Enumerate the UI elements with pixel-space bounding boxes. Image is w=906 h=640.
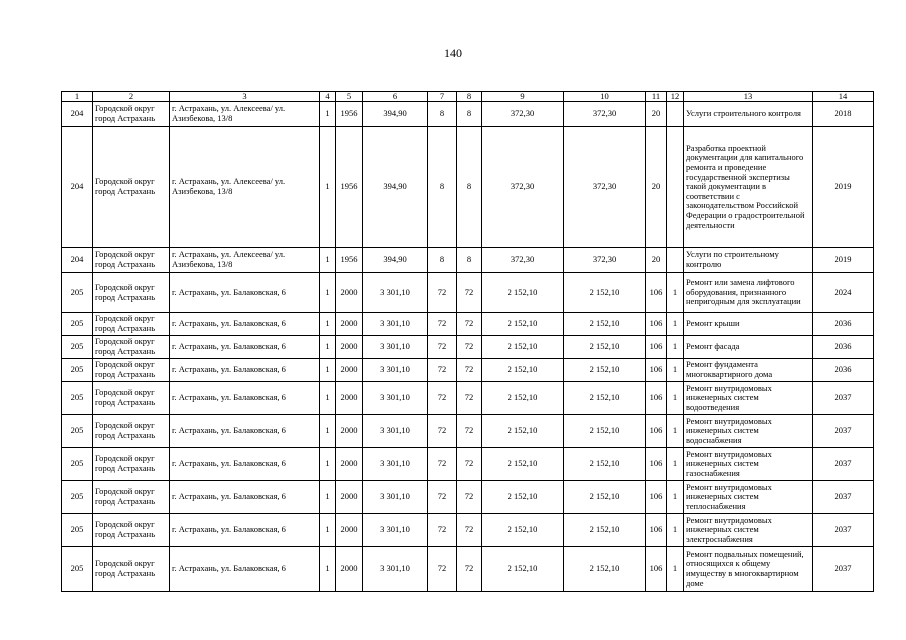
table-cell: Ремонт фундамента многоквартирного дома	[684, 359, 813, 382]
table-cell: 2037	[813, 415, 874, 448]
table-cell: 2036	[813, 313, 874, 336]
table-cell: 372,30	[564, 248, 646, 273]
table-cell: Городской округ город Астрахань	[93, 547, 170, 592]
table-cell: 205	[62, 382, 93, 415]
table-cell	[667, 248, 684, 273]
column-header: 13	[684, 92, 813, 102]
table-cell: 1	[667, 382, 684, 415]
table-cell: 2000	[336, 313, 363, 336]
table-cell: Ремонт внутридомовых инженерных систем газоснабжения	[684, 448, 813, 481]
table-cell: 1	[667, 514, 684, 547]
table-cell: 106	[646, 273, 667, 313]
table-cell: 2037	[813, 448, 874, 481]
table-cell: 106	[646, 514, 667, 547]
table-cell: 2000	[336, 547, 363, 592]
table-cell: 1	[667, 313, 684, 336]
table-cell: 20	[646, 248, 667, 273]
table-cell: 205	[62, 273, 93, 313]
table-cell: Городской округ город Астрахань	[93, 336, 170, 359]
table-cell: 394,90	[363, 102, 428, 127]
column-header: 2	[93, 92, 170, 102]
table-row	[62, 273, 874, 313]
table-cell: г. Астрахань, ул. Балаковская, 6	[170, 481, 320, 514]
table-cell: Городской округ город Астрахань	[93, 448, 170, 481]
table-row	[62, 359, 874, 382]
table-cell: 2 152,10	[482, 273, 564, 313]
table-cell: 72	[457, 481, 482, 514]
table-cell: 106	[646, 336, 667, 359]
table-cell: 3 301,10	[363, 514, 428, 547]
table-row	[62, 448, 874, 481]
table-cell: 2 152,10	[564, 273, 646, 313]
table-cell: 72	[428, 313, 457, 336]
table-cell: 205	[62, 481, 93, 514]
table-cell: 2 152,10	[564, 313, 646, 336]
table-cell: 2 152,10	[564, 481, 646, 514]
column-header: 6	[363, 92, 428, 102]
table-cell: 1	[320, 313, 336, 336]
table-cell: 2 152,10	[482, 448, 564, 481]
table-cell: 372,30	[564, 127, 646, 248]
table-cell: 1	[320, 359, 336, 382]
table-cell: 2 152,10	[482, 415, 564, 448]
table-cell: 3 301,10	[363, 448, 428, 481]
table-cell	[667, 102, 684, 127]
page-number: 140	[444, 46, 462, 60]
table-cell: 1	[667, 448, 684, 481]
table-row	[62, 547, 874, 592]
table-cell: 106	[646, 481, 667, 514]
table-cell: 72	[457, 448, 482, 481]
table-cell: 20	[646, 127, 667, 248]
table-cell: 72	[457, 415, 482, 448]
column-header: 11	[646, 92, 667, 102]
table-cell: 72	[457, 336, 482, 359]
table-cell: 2036	[813, 336, 874, 359]
table-cell: 2037	[813, 514, 874, 547]
table-row	[62, 382, 874, 415]
table-cell: 1	[320, 547, 336, 592]
table-cell: 3 301,10	[363, 359, 428, 382]
table-cell: 3 301,10	[363, 481, 428, 514]
table-cell: 1	[667, 547, 684, 592]
table-cell: 2 152,10	[564, 359, 646, 382]
table-cell: 204	[62, 248, 93, 273]
table-cell: Городской округ город Астрахань	[93, 415, 170, 448]
table-cell: 2 152,10	[482, 382, 564, 415]
table-cell: г. Астрахань, ул. Балаковская, 6	[170, 273, 320, 313]
table-cell: Городской округ город Астрахань	[93, 514, 170, 547]
table-row	[62, 102, 874, 127]
table-row	[62, 514, 874, 547]
table-cell: 8	[457, 248, 482, 273]
table-cell: 2 152,10	[564, 514, 646, 547]
column-header: 8	[457, 92, 482, 102]
table-cell: 2018	[813, 102, 874, 127]
table-cell: 204	[62, 102, 93, 127]
table-cell: 1	[667, 481, 684, 514]
table-cell: 2 152,10	[564, 382, 646, 415]
table-cell: 2000	[336, 336, 363, 359]
table-cell: 72	[457, 359, 482, 382]
table-cell: 394,90	[363, 127, 428, 248]
table-cell: 8	[457, 102, 482, 127]
table-cell: 106	[646, 547, 667, 592]
table-cell: 8	[428, 102, 457, 127]
table-cell: 72	[428, 514, 457, 547]
table-cell: 106	[646, 313, 667, 336]
table-cell: Городской округ город Астрахань	[93, 102, 170, 127]
table-cell: 205	[62, 359, 93, 382]
table-cell: 72	[428, 336, 457, 359]
table-cell: Ремонт подвальных помещений, относящихся к общему имуществу в многоквартирном доме	[684, 547, 813, 592]
table-cell: 2 152,10	[564, 547, 646, 592]
table-cell: г. Астрахань, ул. Балаковская, 6	[170, 382, 320, 415]
table-cell: 3 301,10	[363, 415, 428, 448]
table-cell: 8	[428, 127, 457, 248]
table-cell: 3 301,10	[363, 313, 428, 336]
table-cell: 1	[320, 382, 336, 415]
table-cell: 72	[428, 547, 457, 592]
table-cell: 1	[667, 359, 684, 382]
table-cell: 3 301,10	[363, 273, 428, 313]
table-cell: Услуги строительного контроля	[684, 102, 813, 127]
table-cell: 205	[62, 448, 93, 481]
table-cell: 2000	[336, 415, 363, 448]
column-header: 14	[813, 92, 874, 102]
column-header: 3	[170, 92, 320, 102]
table-cell: Городской округ город Астрахань	[93, 481, 170, 514]
table-cell: 72	[428, 415, 457, 448]
table-cell: 72	[457, 514, 482, 547]
table-cell: г. Астрахань, ул. Балаковская, 6	[170, 313, 320, 336]
table-cell: 2 152,10	[564, 448, 646, 481]
table-cell: 2019	[813, 248, 874, 273]
table-cell: 3 301,10	[363, 382, 428, 415]
table-cell: 2024	[813, 273, 874, 313]
table-cell: 1	[320, 248, 336, 273]
table-cell: Городской округ город Астрахань	[93, 273, 170, 313]
table-cell: 1	[667, 336, 684, 359]
table-cell: 372,30	[482, 127, 564, 248]
table-cell: 8	[457, 127, 482, 248]
table-cell: 2 152,10	[482, 547, 564, 592]
table-row	[62, 248, 874, 273]
table-cell: г. Астрахань, ул. Балаковская, 6	[170, 415, 320, 448]
table-cell: 72	[428, 273, 457, 313]
table-cell: 2 152,10	[482, 359, 564, 382]
table-cell: 1	[320, 514, 336, 547]
table-cell: 2000	[336, 481, 363, 514]
table-cell: Ремонт внутридомовых инженерных систем теплоснабжения	[684, 481, 813, 514]
table-cell: 106	[646, 359, 667, 382]
column-header: 4	[320, 92, 336, 102]
table-cell: 1956	[336, 102, 363, 127]
table-cell: 1	[320, 415, 336, 448]
table-cell: 2 152,10	[564, 336, 646, 359]
table-cell: 3 301,10	[363, 336, 428, 359]
table-cell: 205	[62, 547, 93, 592]
table-cell: 1	[320, 102, 336, 127]
table-cell: 2 152,10	[482, 514, 564, 547]
table-row	[62, 336, 874, 359]
table-cell: 1	[320, 127, 336, 248]
table-cell: 2 152,10	[564, 415, 646, 448]
table-cell: 72	[457, 547, 482, 592]
table-row	[62, 415, 874, 448]
table-cell: г. Астрахань, ул. Алексеева/ ул. Азизбекова, 13/8	[170, 248, 320, 273]
table-cell: 72	[457, 313, 482, 336]
table-cell: Ремонт крыши	[684, 313, 813, 336]
table-cell: 2036	[813, 359, 874, 382]
table-cell: 2 152,10	[482, 481, 564, 514]
table-cell: 1	[320, 448, 336, 481]
table-cell: 205	[62, 336, 93, 359]
table-cell: 3 301,10	[363, 547, 428, 592]
table-cell: 1956	[336, 127, 363, 248]
table-cell: 2000	[336, 359, 363, 382]
table-cell: г. Астрахань, ул. Балаковская, 6	[170, 547, 320, 592]
table-cell: 2000	[336, 382, 363, 415]
table-cell: 1956	[336, 248, 363, 273]
table-cell: г. Астрахань, ул. Балаковская, 6	[170, 359, 320, 382]
table-cell: Ремонт или замена лифтового оборудования, признанного непригодным для эксплуатации	[684, 273, 813, 313]
table-cell: 372,30	[564, 102, 646, 127]
table-cell: г. Астрахань, ул. Алексеева/ ул. Азизбекова, 13/8	[170, 127, 320, 248]
table-header-row	[62, 92, 874, 102]
table-cell: 1	[667, 415, 684, 448]
table-cell: 1	[320, 336, 336, 359]
table-cell: Разработка проектной документации для капитального ремонта и проведение государственной экспертизы такой документации в соответствии с законодательством Российской Федерации о градостроительной деятельности	[684, 127, 813, 248]
table-cell: Ремонт внутридомовых инженерных систем водоснабжения	[684, 415, 813, 448]
table-cell: 205	[62, 313, 93, 336]
table-cell: 72	[428, 359, 457, 382]
table-cell: 2000	[336, 514, 363, 547]
table-cell: 204	[62, 127, 93, 248]
table-cell: 1	[667, 273, 684, 313]
table-cell: г. Астрахань, ул. Балаковская, 6	[170, 448, 320, 481]
table-row	[62, 481, 874, 514]
table-cell: Ремонт внутридомовых инженерных систем водоотведения	[684, 382, 813, 415]
table-cell: 205	[62, 514, 93, 547]
table-cell: Городской округ город Астрахань	[93, 127, 170, 248]
table-cell	[667, 127, 684, 248]
table-cell: 2 152,10	[482, 336, 564, 359]
table-cell: 205	[62, 415, 93, 448]
table-cell: 106	[646, 448, 667, 481]
table-cell: Ремонт внутридомовых инженерных систем электроснабжения	[684, 514, 813, 547]
capital-repair-table	[61, 91, 874, 592]
table-cell: г. Астрахань, ул. Балаковская, 6	[170, 514, 320, 547]
table-cell: 72	[428, 481, 457, 514]
table-row	[62, 313, 874, 336]
table-cell: 72	[428, 448, 457, 481]
table-cell: 394,90	[363, 248, 428, 273]
table-cell: Городской округ город Астрахань	[93, 359, 170, 382]
table-row	[62, 127, 874, 248]
table-cell: 372,30	[482, 248, 564, 273]
column-header: 1	[62, 92, 93, 102]
column-header: 9	[482, 92, 564, 102]
table-cell: Ремонт фасада	[684, 336, 813, 359]
table-cell: Городской округ город Астрахань	[93, 248, 170, 273]
table-cell: 106	[646, 415, 667, 448]
table-cell: Городской округ город Астрахань	[93, 382, 170, 415]
table-cell: Услуги по строительному контролю	[684, 248, 813, 273]
table-cell: Городской округ город Астрахань	[93, 313, 170, 336]
table-cell: 8	[428, 248, 457, 273]
table-cell: 2000	[336, 448, 363, 481]
table-cell: 2000	[336, 273, 363, 313]
table-cell: 1	[320, 273, 336, 313]
column-header: 10	[564, 92, 646, 102]
column-header: 12	[667, 92, 684, 102]
table-cell: 2037	[813, 382, 874, 415]
table-cell: 372,30	[482, 102, 564, 127]
column-header: 7	[428, 92, 457, 102]
table-cell: 2037	[813, 481, 874, 514]
table-cell: г. Астрахань, ул. Балаковская, 6	[170, 336, 320, 359]
table-cell: 2 152,10	[482, 313, 564, 336]
table-cell: 72	[428, 382, 457, 415]
table-cell: 72	[457, 382, 482, 415]
table-cell: 106	[646, 382, 667, 415]
column-header: 5	[336, 92, 363, 102]
table-cell: 20	[646, 102, 667, 127]
table-cell: 2019	[813, 127, 874, 248]
table-cell: 72	[457, 273, 482, 313]
table-cell: г. Астрахань, ул. Алексеева/ ул. Азизбекова, 13/8	[170, 102, 320, 127]
table-cell: 2037	[813, 547, 874, 592]
table-cell: 1	[320, 481, 336, 514]
